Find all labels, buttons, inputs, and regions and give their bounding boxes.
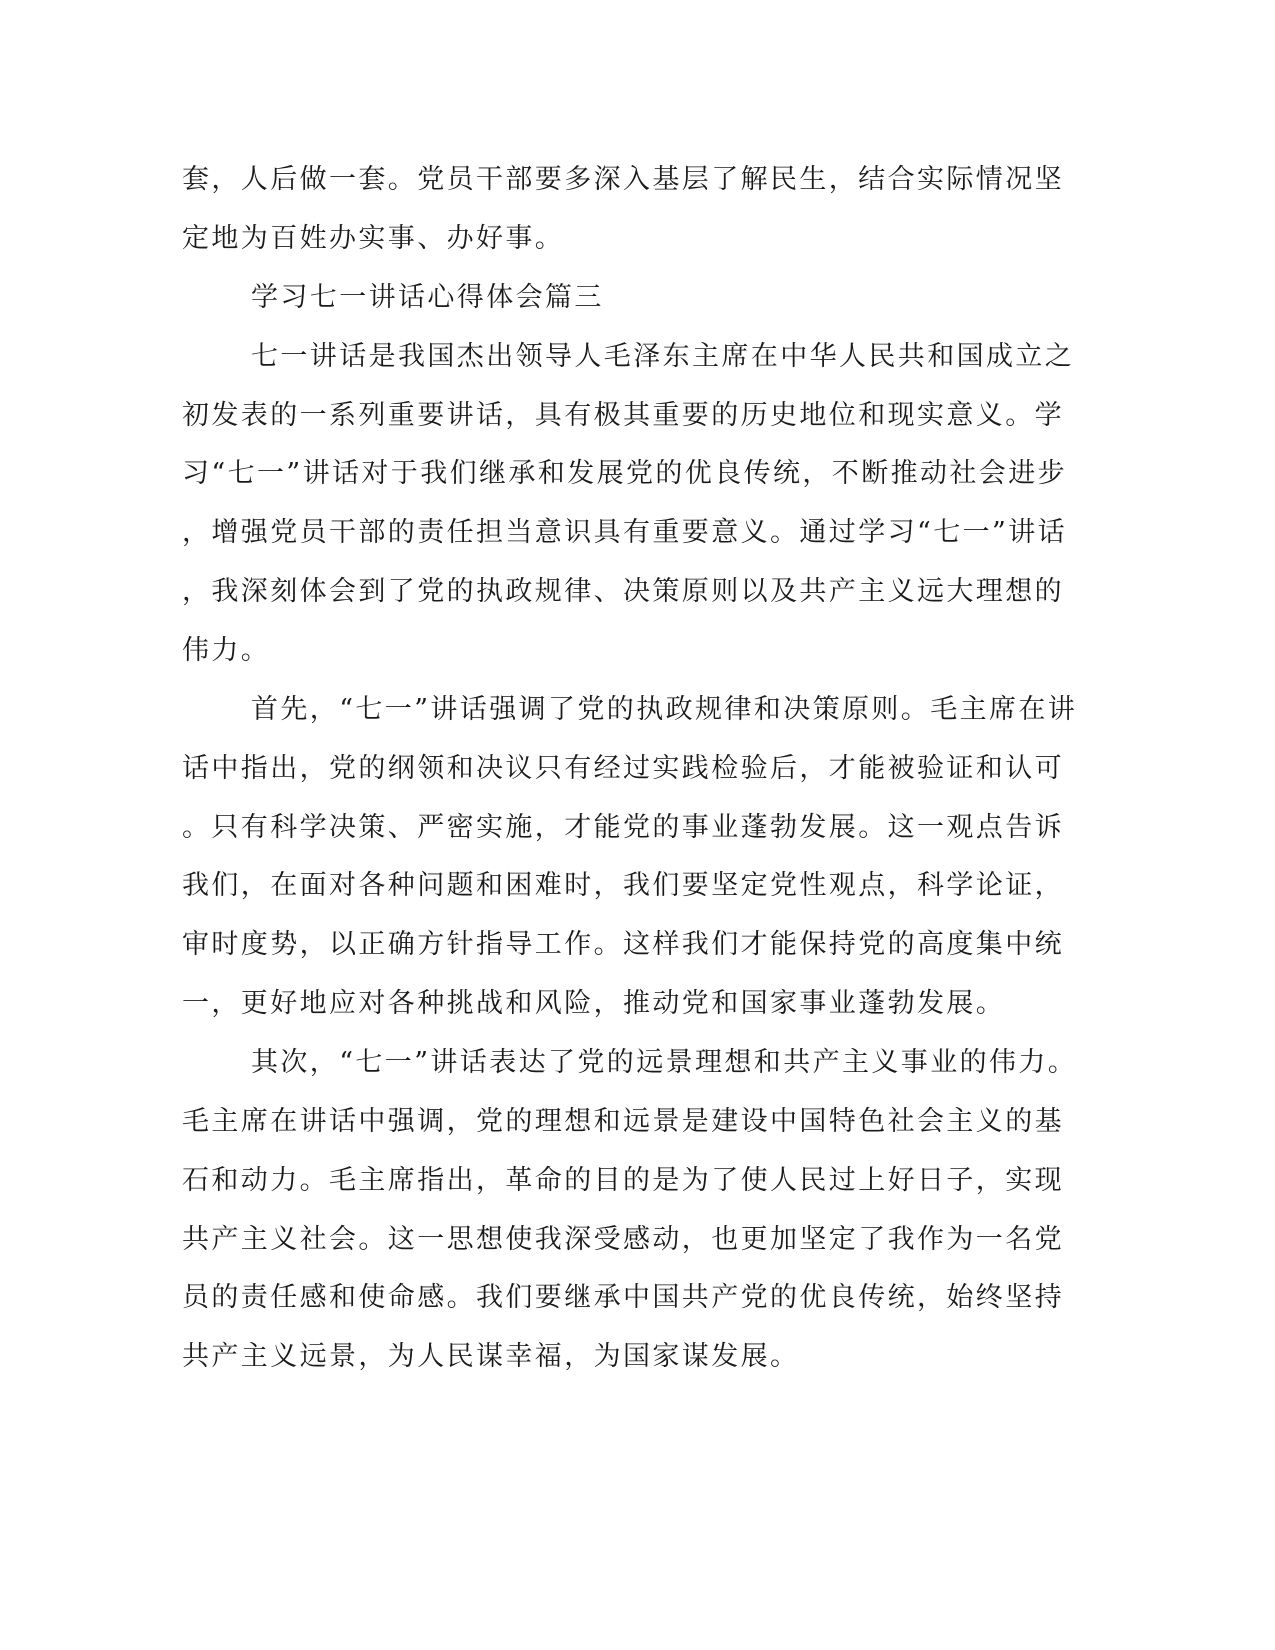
paragraph-line: 一，更好地应对各种挑战和风险，推动党和国家事业蓬勃发展。 (182, 988, 1006, 1019)
paragraph-line: 定地为百姓办实事、办好事。 (182, 223, 565, 254)
paragraph-line: 共产主义远景，为人民谋幸福，为国家谋发展。 (182, 1341, 800, 1372)
paragraph-line: 七一讲话是我国杰出领导人毛泽东主席在中华人民共和国成立之 (251, 341, 1075, 372)
paragraph-line: 共产主义社会。这一思想使我深受感动，也更加坚定了我作为一名党 (182, 1224, 1064, 1255)
paragraph-line: 话中指出，党的纲领和决议只有经过实践检验后，才能被验证和认可 (182, 753, 1064, 784)
paragraph-line: ，我深刻体会到了党的执政规律、决策原则以及共产主义远大理想的 (182, 576, 1064, 607)
paragraph-line: 首先，“七一”讲话强调了党的执政规律和决策原则。毛主席在讲 (251, 694, 1078, 725)
paragraph-line: ，增强党员干部的责任担当意识具有重要意义。通过学习“七一”讲话 (182, 517, 1068, 548)
paragraph-line: 审时度势，以正确方针指导工作。这样我们才能保持党的高度集中统 (182, 929, 1064, 960)
paragraph-line: 毛主席在讲话中强调，党的理想和远景是建设中国特色社会主义的基 (182, 1106, 1064, 1137)
paragraph-line: 我们，在面对各种问题和困难时，我们要坚定党性观点，科学论证， (182, 870, 1064, 901)
paragraph-line: 初发表的一系列重要讲话，具有极其重要的历史地位和现实意义。学 (182, 400, 1064, 431)
paragraph-line: 其次，“七一”讲话表达了党的远景理想和共产主义事业的伟力。 (251, 1047, 1078, 1078)
section-heading: 学习七一讲话心得体会篇三 (251, 282, 604, 313)
paragraph-line: 石和动力。毛主席指出，革命的目的是为了使人民过上好日子，实现 (182, 1165, 1064, 1196)
paragraph-line: 。只有科学决策、严密实施，才能党的事业蓬勃发展。这一观点告诉 (182, 812, 1064, 843)
paragraph-line: 伟力。 (182, 635, 271, 666)
paragraph-line: 习“七一”讲话对于我们继承和发展党的优良传统，不断推动社会进步 (182, 458, 1068, 489)
paragraph-line: 员的责任感和使命感。我们要继承中国共产党的优良传统，始终坚持 (182, 1282, 1064, 1313)
paragraph-line: 套，人后做一套。党员干部要多深入基层了解民生，结合实际情况坚 (182, 164, 1064, 195)
